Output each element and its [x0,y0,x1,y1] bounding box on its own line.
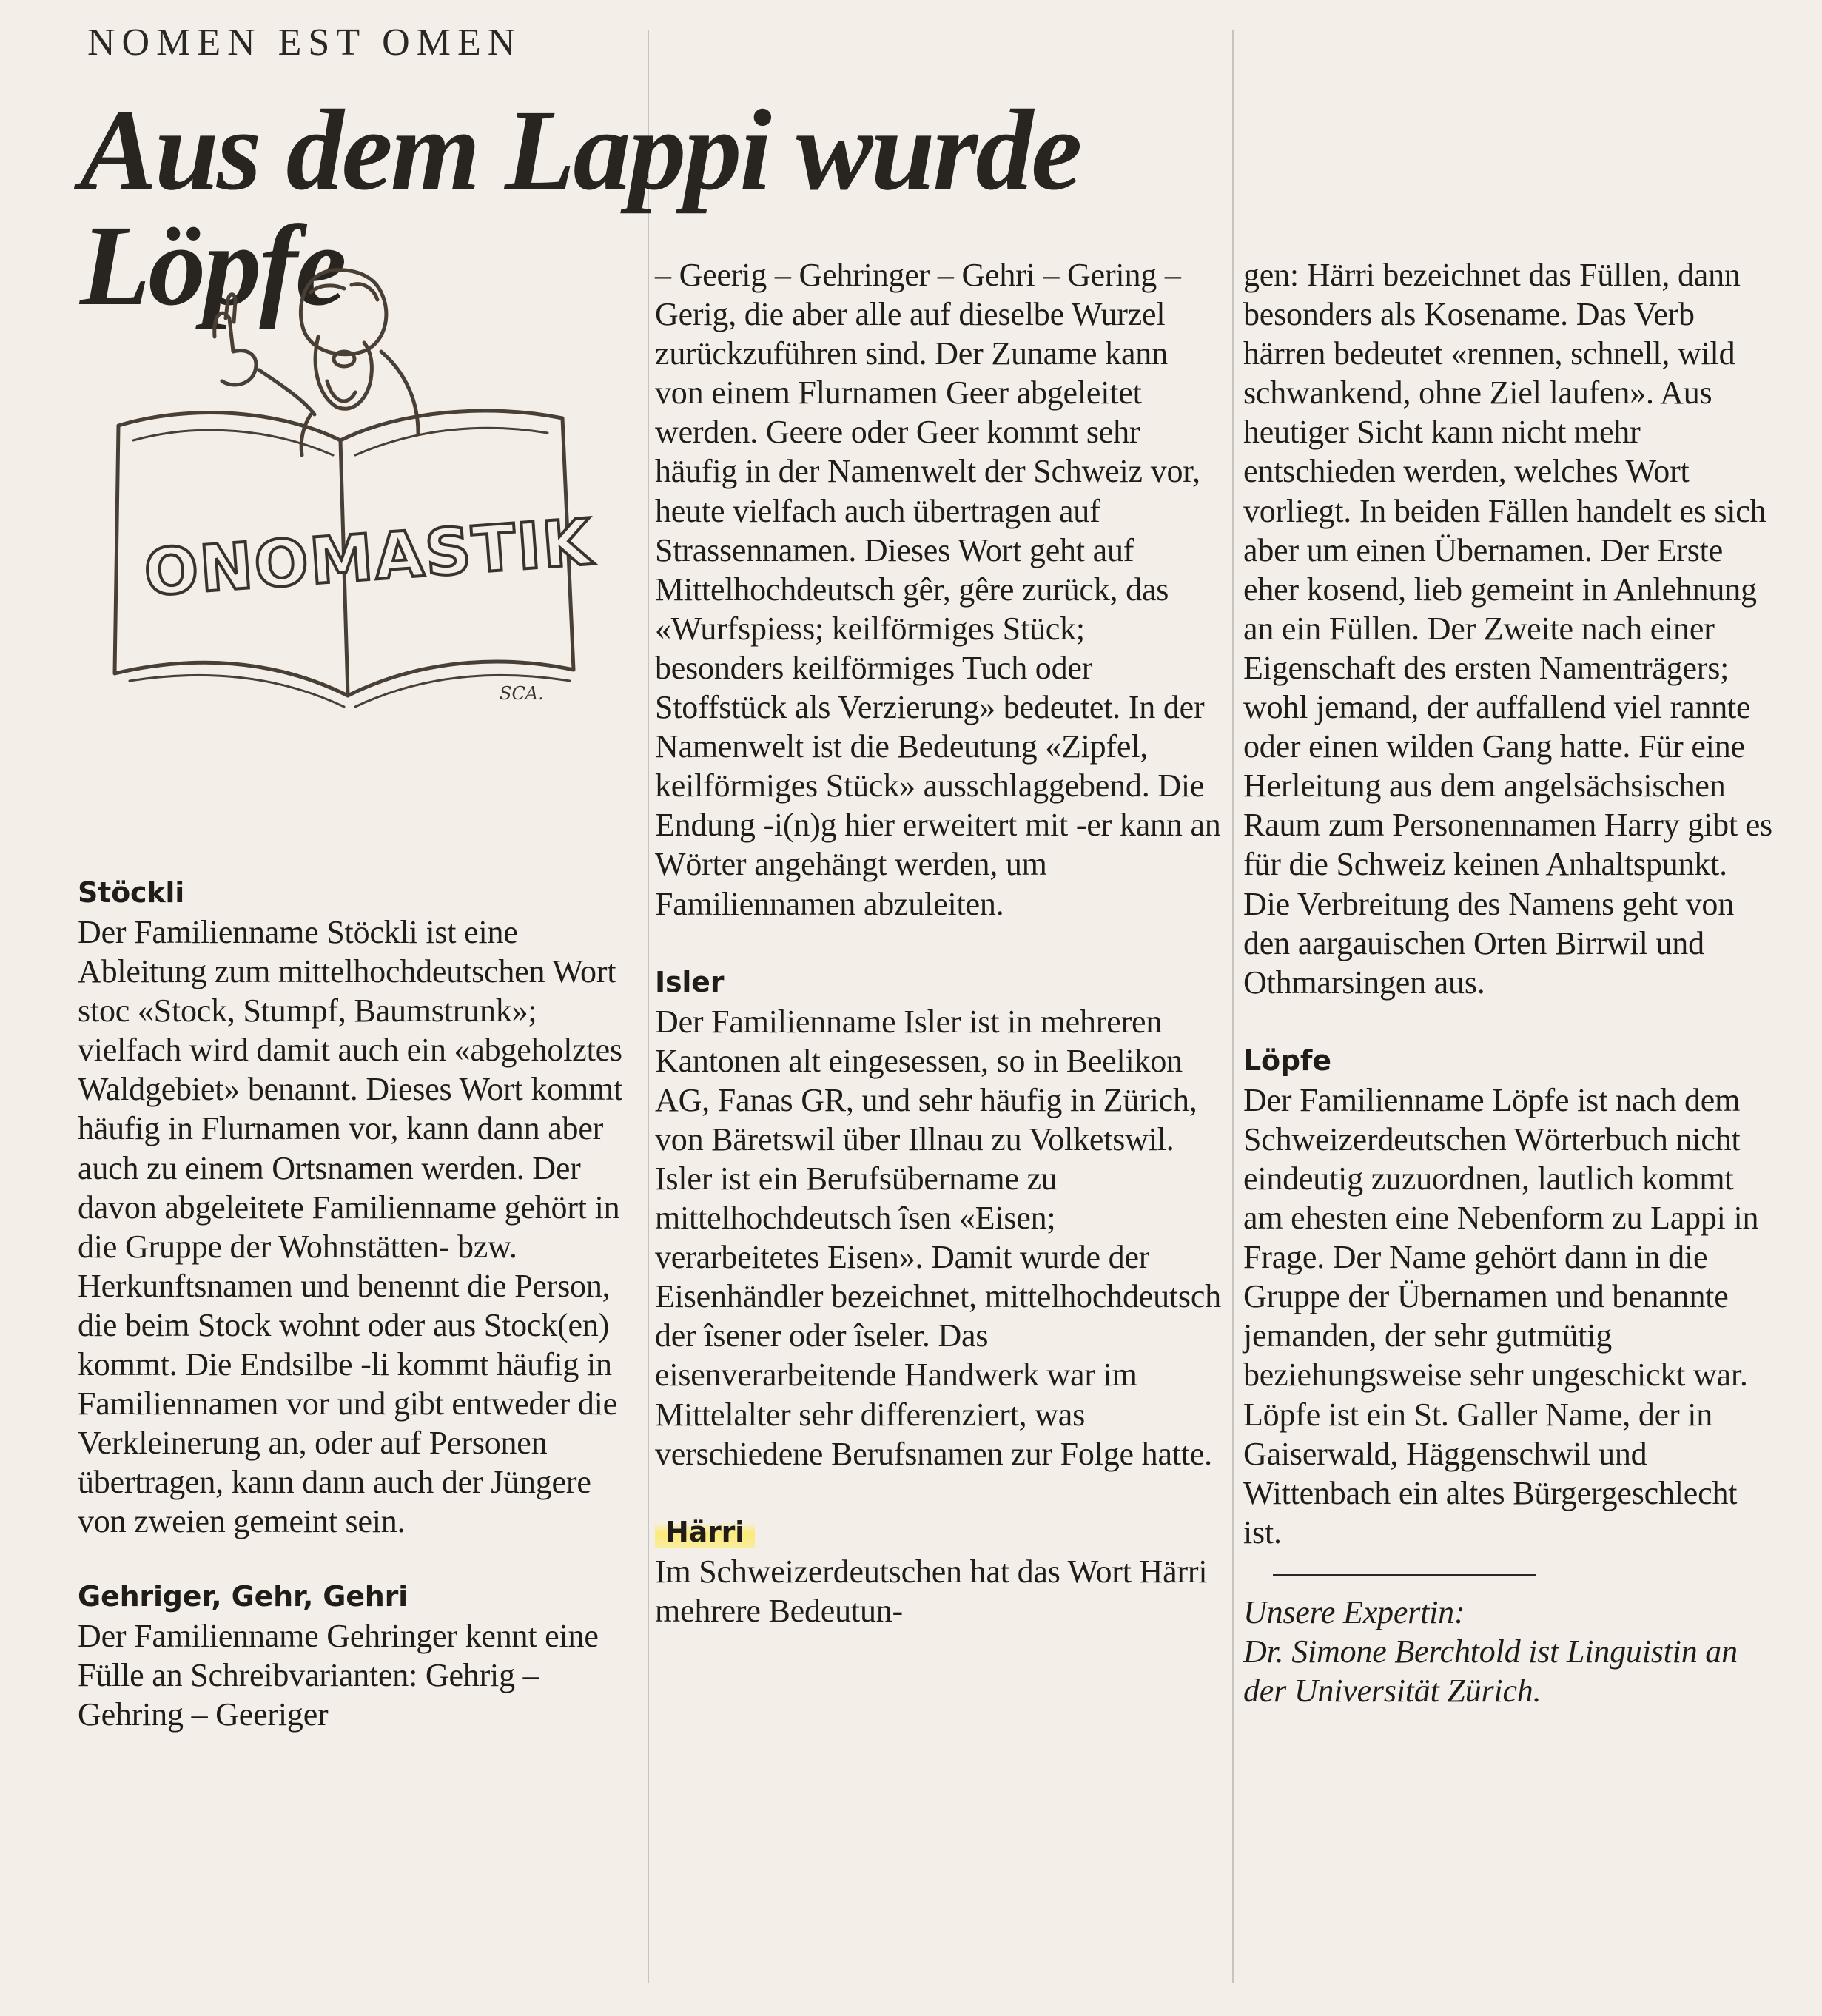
title-highlight: Härri [655,1516,755,1548]
section-title-isler: Isler [655,965,725,998]
illustration-label: ONOMASTIK [141,505,596,611]
illustration-signature: SCA. [500,683,544,704]
section-title-stoeckli: Stöckli [78,876,185,909]
expert-label: Unsere Expertin: [1243,1593,1465,1630]
column-left [78,873,629,1734]
section-title-haerri [655,1513,1221,1552]
figure-head [300,270,386,355]
section-body-haerri-part1: Im Schweizerdeutschen hat das Wort Härri mehrere Bedeutun- [655,1553,1208,1629]
expert-text: Dr. Simone Berchtold ist Linguistin an der Universität Zürich. [1243,1633,1738,1710]
column-middle [655,255,1221,1630]
section-body-gehriger-part1: Der Familienname Gehringer kennt eine Fülle an Schreibvarianten: Gehrig – Gehring – Geeriger [78,1617,599,1733]
section-title-loepfe: Löpfe [1243,1044,1331,1077]
expert-divider [1273,1574,1536,1576]
section-body-isler: Der Familienname Isler ist in mehreren Kantonen alt eingesessen, so in Beelikon AG, Fanas GR, und sehr häufig in Zürich, von Bäretswil über Illnau zu Volketswil. Isler ist ein Berufsübername zu mittelhochdeutsch îsen «Eisen; verarbeitetes Eisen». Damit wurde der Eisenhändler bezeichnet, mittelhochdeutsch der îsener oder îseler. Das eisenverarbeitende Handwerk war im Mittelalter sehr differenziert, was verschiedene Berufsnamen zur Folge hatte. [655,1003,1221,1472]
section-title-gehriger: Gehriger, Gehr, Gehri [78,1579,408,1613]
section-body-loepfe: Der Familienname Löpfe ist nach dem Schweizerdeutschen Wörterbuch nicht eindeutig zuzuordnen, lautlich kommt am ehesten eine Nebenform zu Lappi in Frage. Der Name gehört dann in die Gruppe der Übernamen und benannte jemanden, der sehr gutmütig beziehungsweise sehr ungeschickt war. Löpfe ist ein St. Galler Name, der in Gaiserwald, Häggenschwil und Wittenbach ein altes Bürgergeschlecht ist. [1243,1081,1759,1550]
headline: Aus dem Lappi wurde Löpfe [80,86,1080,329]
figure-hand [215,313,256,385]
onomastik-illustration [89,255,607,773]
section-body-haerri-part2: gen: Härri bezeichnet das Füllen, dann besonders als Kosename. Das Verb härren bedeutet «rennen, schnell, wild schwankend, ohne Ziel laufen». Aus heutiger Sicht kann nicht mehr entschieden werden, welches Wort vorliegt. In beiden Fällen handelt es sich aber um einen Übernamen. Der Erste eher kosend, lieb gemeint in Anlehnung an ein Füllen. Der Zweite nach einer Eigenschaft des ersten Namenträgers; wohl jemand, der auffallend viel rannte oder einen wilden Gang hatte. Für eine Herleitung aus dem angelsächsischen Raum zum Personennamen Harry gibt es für die Schweiz keinen Anhaltspunkt. Die Verbreitung des Namens geht von den aargauischen Orten Birrwil und Othmarsingen aus. [1243,257,1772,1001]
section-body-gehriger-part2: – Geerig – Gehringer – Gehri – Gering – Gerig, die aber alle auf dieselbe Wurzel zurückzuführen sind. Der Zuname kann von einem Flurnamen Geer abgeleitet werden. Geere oder Geer kommt sehr häufig in der Namenwelt der Schweiz vor, heute vielfach auch übertragen auf Strassennamen. Dieses Wort geht auf Mittelhochdeutsch gêr, gêre zurück, das «Wurfspiess; keilförmiges Stück; besonders keilförmiges Tuch oder Stoffstück als Verzierung» bedeutet. In der Namenwelt ist die Bedeutung «Zipfel, keilförmiges Stück» ausschlaggebend. Die Endung -i(n)g hier erweitert mit -er kann an Wörter angehängt werden, um Familiennamen abzuleiten. [655,257,1221,922]
section-body-stoeckli: Der Familienname Stöckli ist eine Ableitung zum mittelhochdeutschen Wort stoc «Stock, Stumpf, Baumstrunk»; vielfach wird damit auch ein «abgeholztes Waldgebiet» benannt. Dieses Wort kommt häufig in Flurnamen vor, kann dann aber auch zu einem Ortsnamen werden. Der davon abgeleitete Familienname gehört in die Gruppe der Wohnstätten- bzw. Herkunftsnamen und benennt die Person, die beim Stock wohnt oder aus Stock(en) kommt. Die Endsilbe -li kommt häufig in Familiennamen vor und gibt entweder die Verkleinerung an, oder auf Personen übertragen, kann dann auch der Jüngere von zweien gemeint sein. [78,914,623,1540]
column-right [1243,255,1776,1710]
kicker: NOMEN EST OMEN [87,21,522,64]
